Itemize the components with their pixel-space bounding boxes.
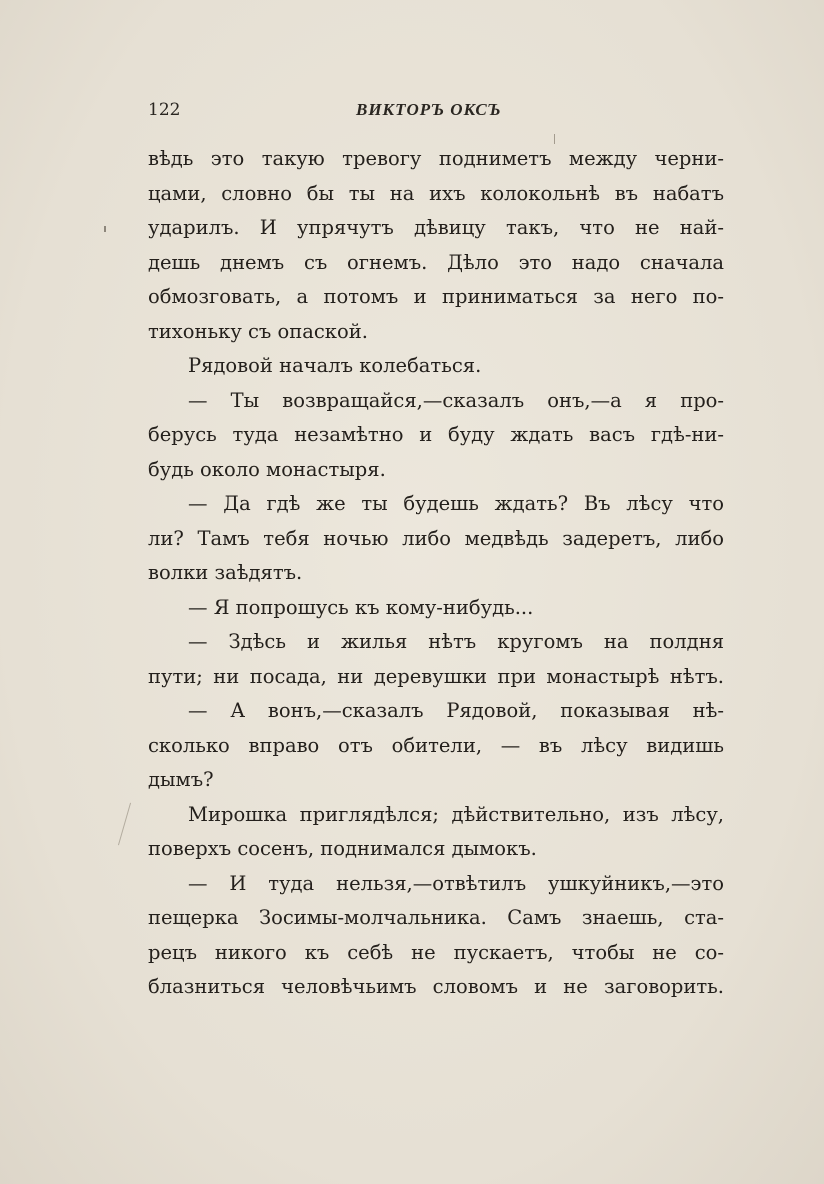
text-line: тихоньку съ опаской. [148,319,368,343]
text-line: — Да гдѣ же ты будешь ждать? Въ лѣсу что [188,492,724,515]
margin-pencil-stroke [118,803,131,846]
text-line: рецъ никого къ себѣ не пускаетъ, чтобы не со- [148,940,724,964]
text-line: — Я попрошусь къ кому-нибудь... [188,595,534,619]
header-scratch-mark [554,134,555,144]
text-line: цами, словно бы ты на ихъ колокольнѣ въ набатъ [148,181,724,205]
text-line: дымъ? [148,768,214,791]
text-line: — Здѣсь и жилья нѣтъ кругомъ на полдня [188,630,724,653]
text-line: — А вонъ,—сказалъ Рядовой, показывая нѣ- [188,699,724,722]
page-header [148,100,724,126]
running-head: ВИКТОРЪ ОКСЪ [356,100,502,119]
text-line: дешь днемъ съ огнемъ. Дѣло это надо сначала [148,250,724,274]
text-line: сколько вправо отъ обители, — въ лѣсу видишь [148,733,724,757]
text-line: будь около монастыря. [148,457,386,481]
text-line: блазниться человѣчьимъ словомъ и не заговорить. [148,975,724,998]
text-line: ударилъ. И упрячутъ дѣвицу такъ, что не най- [148,216,724,239]
text-line: вѣдь это такую тревогу подниметъ между черни- [148,147,724,170]
text-line: — И туда нельзя,—отвѣтилъ ушкуйникъ,—это [188,871,724,895]
text-line: — Ты возвращайся,—сказалъ онъ,—а я про- [188,388,724,412]
text-line: обмозговать, а потомъ и приниматься за него по- [148,285,724,308]
margin-tick-mark [104,226,106,232]
text-line: поверхъ сосенъ, поднимался дымокъ. [148,837,537,860]
body-text [148,142,724,1005]
text-line: ли? Тамъ тебя ночью либо медвѣдь задеретъ, либо [148,526,724,550]
page-number: 122 [148,100,181,120]
text-line: пещерка Зосимы-молчальника. Самъ знаешь, ста- [148,906,724,929]
text-line: волки заѣдятъ. [148,561,303,584]
text-line: Мирошка приглядѣлся; дѣйствительно, изъ лѣсу, [188,802,724,826]
text-line: Рядовой началъ колебаться. [188,354,482,377]
text-line: берусь туда незамѣтно и буду ждать васъ гдѣ-ни- [148,423,724,446]
text-line: пути; ни посада, ни деревушки при монастырѣ нѣтъ. [148,664,724,688]
